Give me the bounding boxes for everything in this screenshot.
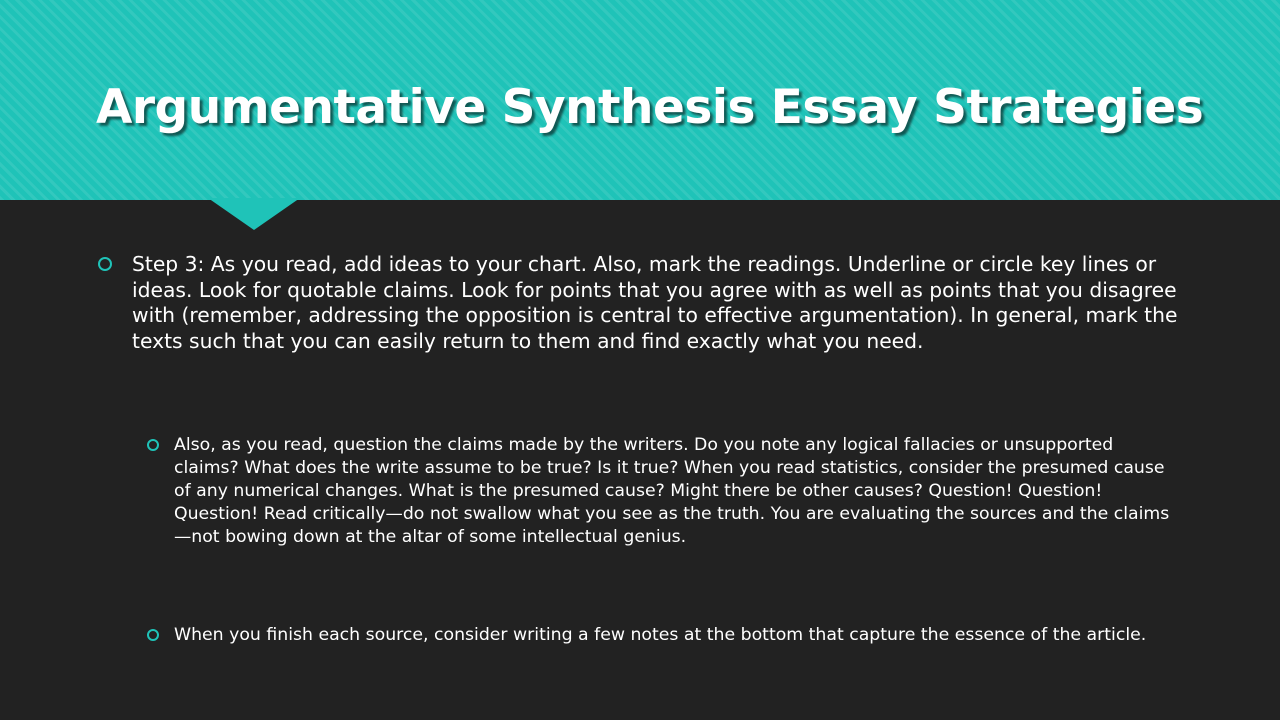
sub-bullet-question-claims <box>147 434 1182 549</box>
bullet-text: Also, as you read, question the claims made by the writers. Do you note any logical fallacies or unsupported claims? What does the write assume to be true? Is it true? When you read statistics, consider the presumed cause of any numerical changes. What is the presumed cause? Might there be other causes? Question! Question! Question! Read critically—do not swallow what you see as the truth. You are evaluating the sources and the claims—not bowing down at the altar of some intellectual genius. <box>174 435 1170 547</box>
banner-notch <box>208 198 300 230</box>
title-banner <box>0 0 1280 200</box>
bullet-text: When you finish each source, consider writing a few notes at the bottom that capture the essence of the article. <box>174 625 1147 645</box>
slide-title: Argumentative Synthesis Essay Strategies <box>96 80 1204 135</box>
hollow-circle-bullet-icon <box>147 439 159 451</box>
hollow-circle-bullet-icon <box>98 257 112 271</box>
bullet-text: Step 3: As you read, add ideas to your chart. Also, mark the readings. Underline or circle key lines or ideas. Look for quotable claims. Look for points that you agree with as well as points that you disagree with (remember, addressing the opposition is central to effective argumentation). In general, mark the texts such that you can easily return to them and find exactly what you need. <box>132 252 1178 353</box>
bullet-step-3 <box>98 252 1183 354</box>
sub-bullet-finish-notes <box>147 624 1182 647</box>
hollow-circle-bullet-icon <box>147 629 159 641</box>
